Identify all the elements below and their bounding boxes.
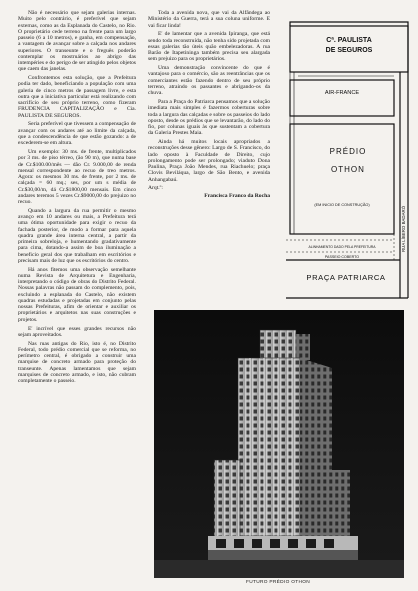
map-label-othon: OTHON: [331, 165, 365, 174]
signature-name: Francisca Franco da Rocha: [204, 192, 270, 199]
left-column-paragraph: Há anos fitemos uma observação semelhante numa Revista de Arquitetura e Engenharia, interpretando o código de obras do Distrito Federal. Nossas palavras não passam do complemento, pois, excluindo a esplanada do Castelo, não existem quadras estudadas e projetadas em conjunto pelas nossas Prefeituras, afim de orientar e auxiliar os proprietários e arquitetos nas suas construções e projetos.: [18, 266, 136, 323]
map-label-company-2: DE SEGUROS: [325, 47, 373, 54]
author-signature: [148, 185, 270, 199]
site-plan-diagram: [276, 2, 416, 306]
middle-column-paragraph: Para a Praça do Patriarca pensamos que a solução imediata mais simples é fazermos coberturas sobre toda a largura das calçadas e sobre os passeios do lado oposto, desde os prédios que se levantarão, do lado do fio, por colunas iguais às que sustentam a cobertura da Galeria Prestes Maia.: [148, 99, 270, 137]
left-column-paragraph: Nas ruas antigas do Rio, isto é, no Distrito Federal, todo prédio comercial que se reforma, no perímetro central, é obrigado a construir uma marquise de concreto armado para proteção do transeunte. Apenas lamentamos que sejam marquises de concreto armado, e isto, não cubram completamente o passeio.: [18, 340, 136, 385]
left-column-paragraph: Quando a largura da rua permitir o mesmo avanço em 10 andares ou mais, a Prefeitura terá uma ótima oportunidade para exigir o recuo da fachada posterior, de modo a formar para aquela quadra grande área interna central, a partir da primeira sobreloja, e humentando gradativamente para cima, dotando-a assim de boa iluminação a beneficio geral dos que trabalham em escritórios e precisam mais de luz que os escritórios do centro.: [18, 207, 136, 264]
middle-column-paragraph: Toda a avenida nova, que vai da Alfândega ao Ministério da Guerra, terá a sua coluna uniforme. E vai ficar linda!: [148, 10, 270, 29]
left-column-paragraph: Não é necessário que sejam galerias internas. Muito pelo contrário, é preferível que sejam externas, como as da Esplanada do Castelo, no Rio. O proprietário cede terreno na frente para um largo passeio (6 a 10 metros), e ganha, em compensação, a vantagem de avançar sobre a calçada nos andares superiores. O transeunte e o freguês poderão contemplar os mostruários ao abrigo das intempéries e do perigo de ser atingido pelos objetos que caem das janelas.: [18, 10, 136, 73]
map-label-construcao: (EM INICIO DE CONSTRUÇÃO): [314, 203, 370, 207]
photo-caption: FUTURO PRÉDIO OTHON: [246, 580, 311, 585]
middle-column-paragraph: Ainda há muitos locais apropriados a reconstruções desse gênero: Largo de S. Francisco, do lado oposto à Faculdade de Direito, cujo prolongamento pode ser prolongado; viaduto Dona Paulina, Praça João Mendes, rua Riachuelo; praça Clovis Beviláqua, largo de São Bento, e avenida Anhangabaú.: [148, 139, 270, 183]
map-label-passeio: PASSEIO COBERTO: [324, 255, 360, 259]
map-label-praca: PRAÇA PATRIARCA: [306, 273, 386, 282]
map-label-company: Cª. PAULISTA: [326, 37, 372, 44]
text-column-left: [18, 10, 136, 387]
signature-prefix: Arqt.º:: [148, 185, 163, 192]
left-column-paragraph: Um exemplo: 30 ms. de frente, multiplicados por 3 ms. de piso térreo, (ão 90 m), que numa base de Cr.$100.00/mês — dão Cr. 9.000,00 de renda mensal correspondente ao recuo de treo metros. Agora: os mesmos 30 ms. de frente, por 2 ms. de calçada = 60 mq.; ses, por um s média de Cr.$30,00/m, dá Cr.$1800,00 mensais. Em cinco andares teremos 5 vezes Cr.$9000,00 do prejuizo no recuo.: [18, 149, 136, 206]
left-column-paragraph: Seria preferível que tivessem a compensação de avançar com os andares até ao limite da calçada, que a condescendência de que estão gozando: a de excederem-se em altura.: [18, 121, 136, 147]
map-label-airfrance: AIR-FRANCE: [324, 90, 360, 96]
map-label-predio: PRÉDIO: [329, 147, 367, 156]
left-column-paragraph: Confrontemos esta solução, que a Prefeitura podia ter dado, beneficiando a população com uma galeria de cinco metros de passagem livre, e esta outra que a iniciativa particular está realizando com sacrifício de seu próprio terreno, como fizeram FRUDENCIA CAPITALIZAÇÃO e Cia. PAULISTA DE SEGUROS.: [18, 75, 136, 119]
middle-column-paragraph: Uma demonstração convincente do que é vantajoso para o comércio, são as reentrâncias que os comerciantes estão fazendo dentro de seu próprio terreno, atraindo os passantes e abrigando-os da chuva.: [148, 65, 270, 97]
map-label-street: RUA LÍBERO BADARÓ: [401, 205, 406, 252]
left-column-paragraph: E' incrível que esses grandes recursos não sejam aproveitados.: [18, 325, 136, 338]
map-label-alinhamento: ALINHAMENTO DADO PELA PREFEITURA: [308, 245, 376, 249]
middle-column-paragraph: E' de lamentar que a avenida Ipiranga, que está sendo toda reconstruída, não tenha sido projetada com essas galerias tão úteis quão embelezadoras. A rua Barão de Itapetininga também precisa seu alargada sem prejuizo para os proprietários.: [148, 31, 270, 63]
building-photo: [154, 310, 404, 578]
text-column-middle: [148, 10, 270, 202]
